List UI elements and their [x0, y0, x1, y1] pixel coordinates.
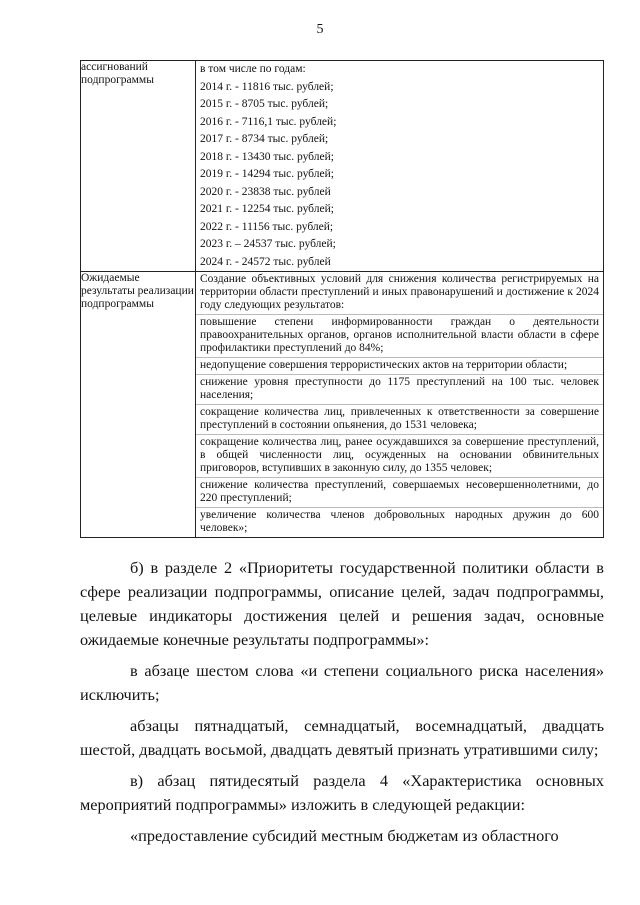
table-row-funding: [81, 61, 604, 272]
funding-line: 2023 г. – 24537 тыс. рублей;: [200, 238, 336, 250]
funding-line: 2018 г. - 13430 тыс. рублей;: [200, 150, 334, 163]
funding-line: 2017 г. - 8734 тыс. рублей;: [200, 133, 329, 145]
funding-by-year-cell: [196, 61, 604, 272]
body-paragraph: абзацы пятнадцатый, семнадцатый, восемнадцатый, двадцать шестой, двадцать восьмой, двадцать девятый признать утратившими силу;: [80, 716, 604, 759]
result-paragraph: недопущение совершения террористических актов на территории области;: [196, 358, 603, 375]
body-paragraph: в абзаце шестом слова «и степени социального риска населения» исключить;: [80, 661, 604, 704]
funding-line: 2021 г. - 12254 тыс. рублей;: [200, 203, 334, 215]
result-paragraph: снижение уровня преступности до 1175 преступлений на 100 тыс. человек населения;: [196, 375, 603, 405]
funding-line: 2016 г. - 7116,1 тыс. рублей;: [200, 115, 337, 128]
funding-line: 2015 г. - 8705 тыс. рублей;: [200, 98, 329, 110]
result-paragraph: Создание объективных условий для снижения количества регистрируемых на территории области преступлений и иных правонарушений и достижение к 2024 году следующих результатов:: [196, 272, 603, 315]
funding-line: 2019 г. - 14294 тыс. рублей;: [200, 168, 334, 180]
expected-results-cell: [196, 272, 604, 538]
result-paragraph: повышение степени информированности граждан о деятельности правоохранительных органов, органов исполнительной власти области в сфере профилактики преступлений до 84%;: [196, 315, 603, 358]
result-paragraph: снижение количества преступлений, совершаемых несовершеннолетними, до 220 преступлений;: [196, 478, 603, 508]
page-number: 5: [316, 22, 324, 37]
table-row-expected-results: [81, 272, 604, 538]
body-paragraph: в) абзац пятидесятый раздела 4 «Характеристика основных мероприятий подпрограммы» изложить в следующей редакции:: [80, 771, 604, 814]
body-paragraph: б) в разделе 2 «Приоритеты государственной политики области в сфере реализации подпрограммы, описание целей, задач подпрограммы, целевые индикаторы достижения целей и решения задач, основные ожидаемые конечные результаты подпрограммы»:: [80, 558, 604, 649]
funding-line: 2022 г. - 11156 тыс. рублей;: [200, 220, 334, 233]
body-paragraph: «предоставление субсидий местным бюджетам из областного: [130, 826, 559, 845]
funding-line: в том числе по годам:: [200, 63, 306, 75]
funding-line: 2024 г. - 24572 тыс. рублей: [200, 255, 331, 268]
document-body: [80, 556, 604, 855]
result-paragraph: увеличение количества членов добровольных народных дружин до 600 человек»;: [200, 509, 599, 534]
result-paragraph: сокращение количества лиц, ранее осуждавшихся за совершение преступлений, в общей численности лиц, осужденных на основании обвинительных приговоров, вступивших в законную силу, до 1355 человек;: [196, 435, 603, 478]
program-passport-table: [80, 60, 604, 538]
row-label-funding: ассигнований подпрограммы: [81, 61, 196, 272]
funding-line: 2020 г. - 23838 тыс. рублей: [200, 185, 331, 198]
funding-line: 2014 г. - 11816 тыс. рублей;: [200, 80, 334, 93]
row-label-expected-results: Ожидаемые результаты реализации подпрограммы: [81, 272, 196, 538]
result-paragraph: сокращение количества лиц, привлеченных к ответственности за совершение преступлений в состоянии опьянения, до 1531 человека;: [196, 405, 603, 435]
